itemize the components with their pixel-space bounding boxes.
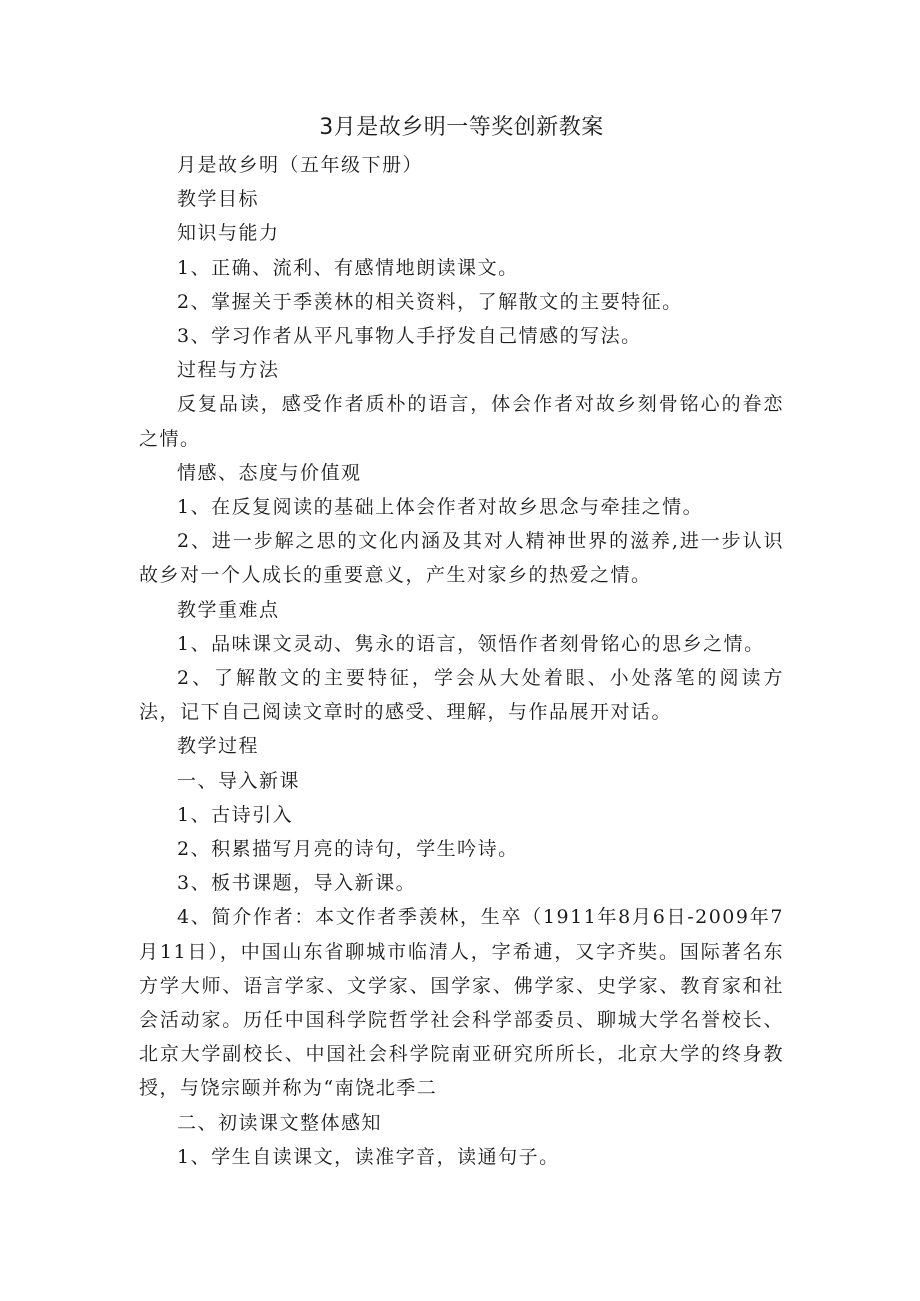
body-paragraph: 反复品读，感受作者质朴的语言，体会作者对故乡刻骨铭心的眷恋之情。 — [139, 393, 784, 450]
section-heading: 教学重难点 — [177, 598, 280, 621]
list-item: 1、学生自读课文，读准字音，读通句子。 — [177, 1145, 560, 1168]
list-item: 2、了解散文的主要特征，学会从大处着眼、小处落笔的阅读方法，记下自己阅读文章时的感受、理解，与作品展开对话。 — [139, 667, 784, 724]
document-title: 3月是故乡明一等奖创新教案 — [319, 115, 604, 140]
section-heading: 教学目标 — [177, 188, 260, 211]
subtitle-paragraph: 月是故乡明（五年级下册） — [177, 154, 424, 176]
list-item: 1、古诗引入 — [177, 803, 294, 826]
section-heading: 一、导入新课 — [177, 769, 301, 792]
section-heading: 知识与能力 — [177, 222, 280, 245]
list-item: 1、正确、流利、有感情地朗读课文。 — [177, 256, 519, 279]
section-heading: 二、初读课文整体感知 — [177, 1111, 383, 1134]
section-heading: 过程与方法 — [177, 359, 280, 382]
section-heading: 情感、态度与价值观 — [177, 461, 362, 484]
list-item: 2、进一步解之思的文化内涵及其对人精神世界的滋养,进一步认识故乡对一个人成长的重要意义，产生对家乡的热爱之情。 — [139, 530, 784, 587]
list-item: 3、板书课题，导入新课。 — [177, 872, 417, 895]
list-item: 3、学习作者从平凡事物人手抒发自己情感的写法。 — [177, 325, 642, 348]
list-item: 1、在反复阅读的基础上体会作者对故乡思念与牵挂之情。 — [177, 496, 704, 519]
list-item: 4、简介作者：本文作者季羡林，生卒（1911年8月6日-2009年7月11日），中国山东省聊城市临清人，字希逋，又字齐奘。国际著名东方学大师、语言学家、文学家、国学家、佛学家、史学家、教育家和社会活动家。历任中国科学院哲学社会科学部委员、聊城大学名誉校长、北京大学副校长、中国社会科学院南亚研究所所长，北京大学的终身教授，与饶宗颐并称为“南饶北季二 — [139, 906, 784, 1100]
list-item: 2、积累描写月亮的诗句，学生吟诗。 — [177, 838, 519, 861]
document-page — [139, 108, 784, 1174]
list-item: 1、品味课文灵动、隽永的语言，领悟作者刻骨铭心的思乡之情。 — [177, 632, 765, 655]
list-item: 2、掌握关于季羡林的相关资料，了解散文的主要特征。 — [177, 290, 683, 313]
section-heading: 教学过程 — [177, 735, 260, 758]
